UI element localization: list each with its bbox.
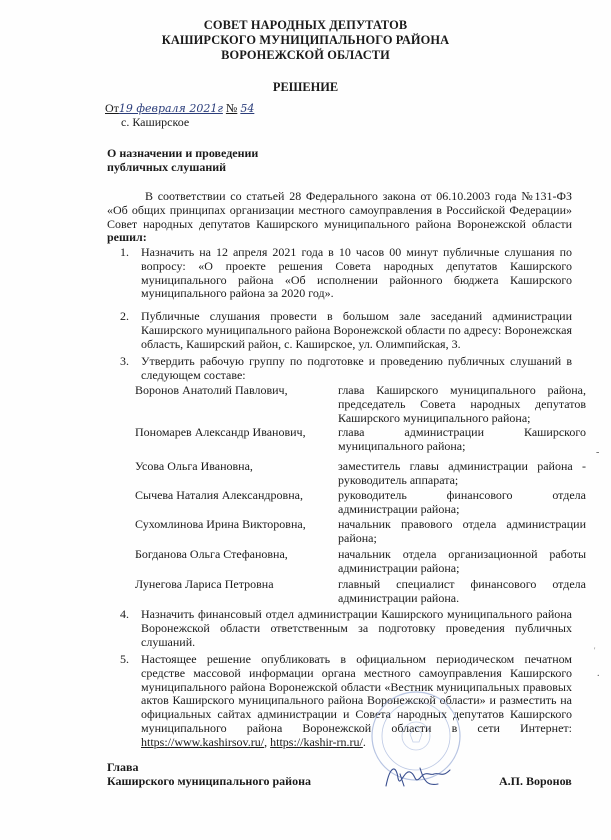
item-number: 5.	[120, 652, 129, 666]
kashirsov-link[interactable]: https://www.kashirsov.ru/	[141, 734, 265, 749]
preamble	[107, 190, 572, 245]
item-number: 1.	[120, 245, 129, 259]
link-separator: ,	[264, 734, 271, 749]
list-item-5	[120, 653, 572, 750]
subject	[107, 146, 258, 174]
member-role: глава Каширского муниципального района, председатель Совета народных депутатов Каширского муниципального района;	[338, 383, 586, 425]
signature-position: Каширского муниципального района	[107, 774, 311, 788]
item-text: Утвердить рабочую группу по подготовке и проведению публичных слушаний в следующем составе:	[141, 354, 572, 382]
item-number: 4.	[120, 607, 129, 621]
header-line-2: КАШИРСКОГО МУНИЦИПАЛЬНОГО РАЙОНА	[161, 33, 450, 47]
member-name: Воронов Анатолий Павлович,	[135, 383, 288, 397]
subject-line-2: публичных слушаний	[107, 160, 227, 174]
preamble-text: В соответствии со статьей 28 Федерального закона от 06.10.2003 года №131-ФЗ «Об общих принципах организации местного самоуправления в Российской Федерации» Совет народных депутатов Каширского муниципального района Воронежской области	[107, 189, 572, 231]
handwritten-signature	[380, 756, 460, 796]
signature-block	[107, 760, 311, 788]
handwritten-number: 54	[240, 102, 255, 115]
item-number: 2.	[120, 309, 129, 323]
scan-mark: -	[596, 447, 600, 458]
member-role: глава администрации Каширского муниципального района;	[338, 425, 586, 453]
item-text	[141, 653, 572, 750]
member-name: Сухомлинова Ирина Викторовна,	[135, 517, 306, 531]
item-text: Назначить финансовый отдел администрации Каширского муниципального района Воронежской области ответственным за подготовку проведения публичных слушаний.	[141, 607, 572, 649]
member-name: Богданова Ольга Стефановна,	[135, 547, 288, 561]
item-number: 3.	[120, 354, 129, 368]
list-item-1	[120, 246, 572, 301]
date-prefix: От	[105, 101, 119, 115]
header-line-1: СОВЕТ НАРОДНЫХ ДЕПУТАТОВ	[203, 18, 408, 32]
signer-name: А.П. Воронов	[499, 774, 572, 788]
list-item-3	[120, 355, 572, 383]
scan-mark: .	[597, 668, 600, 679]
decision-title: РЕШЕНИЕ	[272, 80, 339, 94]
list-item-4	[120, 608, 572, 649]
item-5-end: .	[362, 734, 366, 749]
signature-title: Глава	[107, 760, 139, 774]
item-5-body: Настоящее решение опубликовать в официальном периодическом печатном средстве массовой информации органа местного самоуправления Каширского муниципального района Воронежской области «Вестник муниципальных правовых актов Каширского муниципального района Воронежской области» и разместить на официальных сайтах администрации и Совета народных депутатов Каширского муниципального района Воронежской области в сети Интернет:	[141, 652, 572, 735]
scan-mark: '	[594, 646, 596, 655]
member-role: руководитель финансового отдела администрации района;	[338, 488, 586, 516]
item-text: Публичные слушания провести в большом зале заседаний администрации Каширского муниципального района Воронежской области по адресу: Воронежская область, Каширский район, с. Каширское, ул. Олимпийская, 3.	[141, 309, 572, 351]
list-item-2	[120, 310, 572, 351]
preamble-resolved: решил:	[107, 230, 147, 245]
item-text: Назначить на 12 апреля 2021 года в 10 часов 00 минут публичные слушания по вопросу: «О проекте решения Совета народных депутатов Каширского муниципального района «Об исполнении районного бюджета Каширского муниципального района за 2020 год».	[141, 245, 572, 301]
date-line	[105, 101, 254, 116]
member-name: Лунегова Лариса Петровна	[135, 577, 274, 591]
member-role: начальник правового отдела администрации района;	[338, 517, 586, 545]
number-label: №	[225, 101, 238, 115]
place: с. Каширское	[121, 115, 190, 129]
member-name: Пономарев Александр Иванович,	[135, 425, 306, 439]
subject-line-1: О назначении и проведении	[107, 146, 259, 160]
member-name: Сычева Наталия Александровна,	[135, 488, 303, 502]
header-line-3: ВОРОНЕЖСКОЙ ОБЛАСТИ	[221, 48, 390, 62]
member-role: главный специалист финансового отдела администрации района.	[338, 577, 586, 605]
member-name: Усова Ольга Ивановна,	[135, 459, 253, 473]
document-header	[0, 18, 611, 63]
member-role: заместитель главы администрации района - руководитель аппарата;	[338, 459, 586, 487]
handwritten-date: 19 февраля 2021г	[118, 102, 223, 115]
kashir-rn-link[interactable]: https://kashir-rn.ru/	[270, 734, 363, 749]
member-role: начальник отдела организационной работы администрации района;	[338, 547, 586, 575]
